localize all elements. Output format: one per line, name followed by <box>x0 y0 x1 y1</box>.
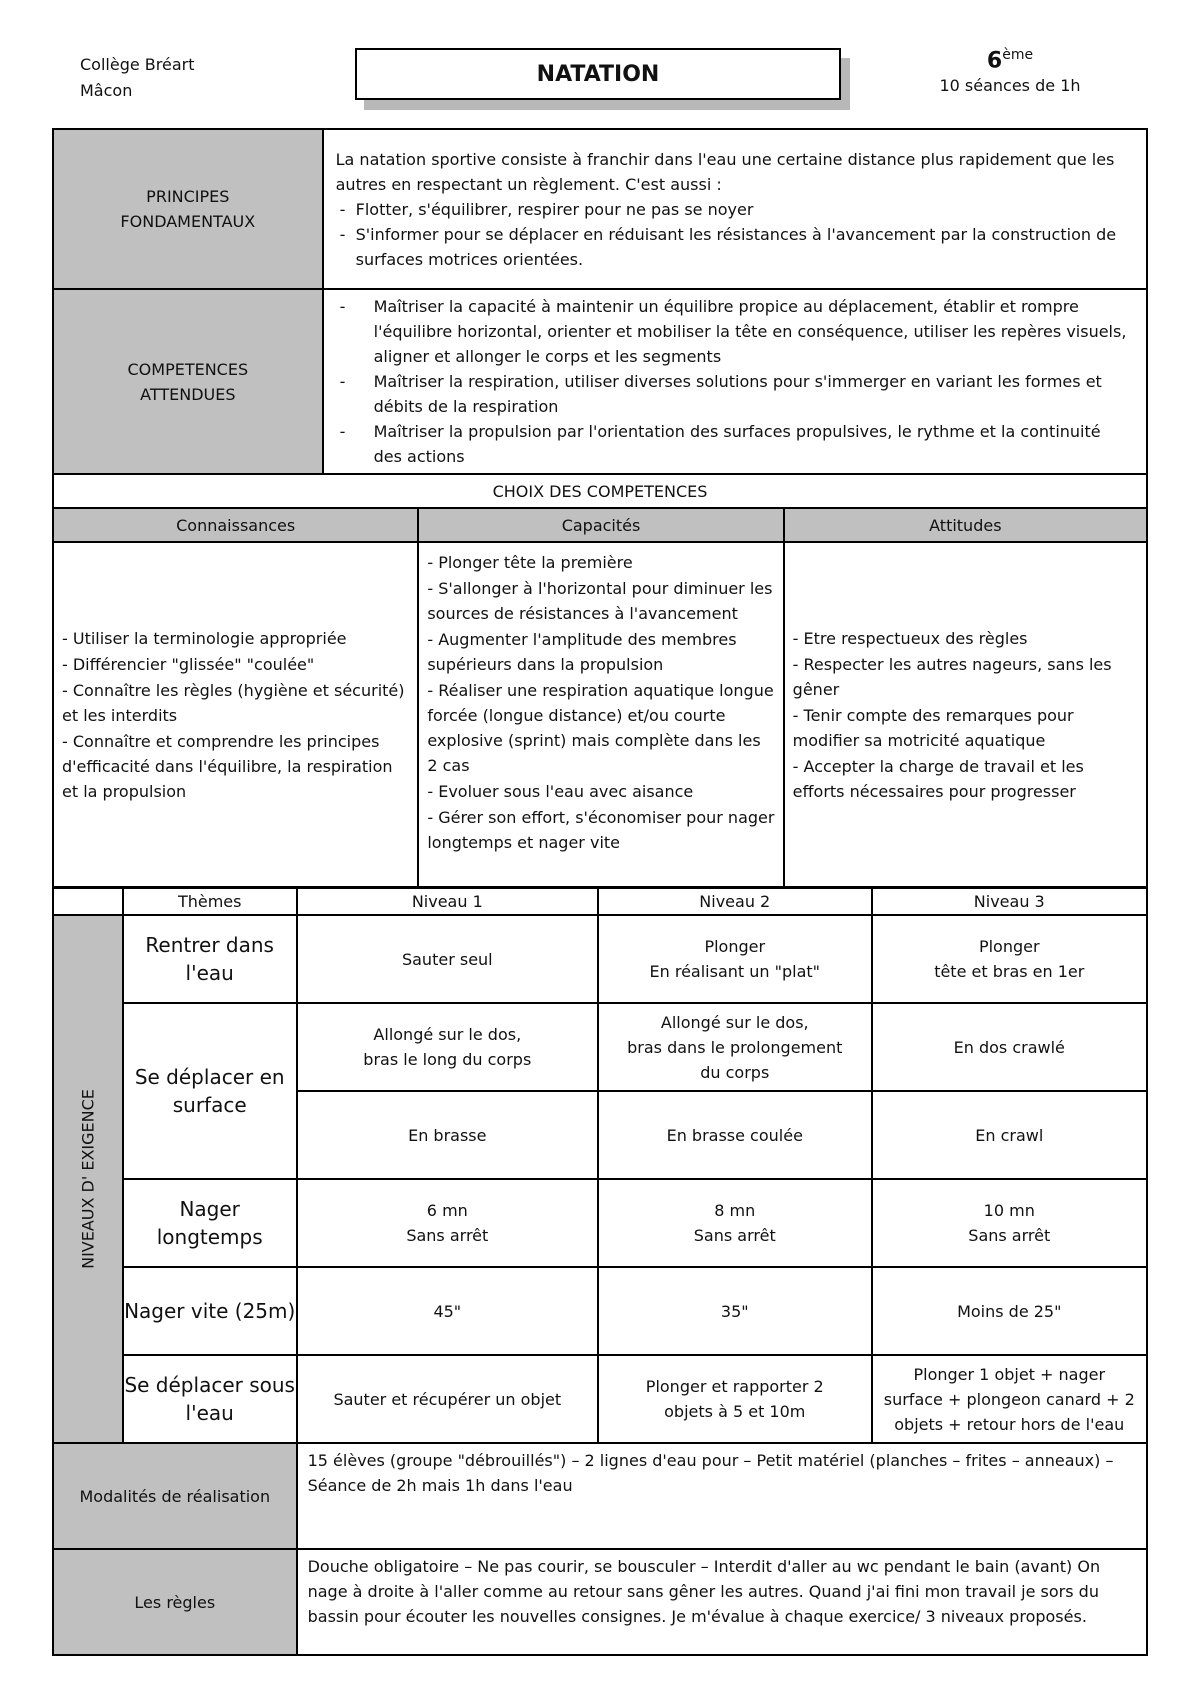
theme-cell: Se déplacer sous l'eau <box>123 1355 297 1443</box>
list-item: - Augmenter l'amplitude des membres supérieurs dans la propulsion <box>427 630 737 674</box>
competences-row <box>53 289 1147 474</box>
level-2-cell: Plonger En réalisant un "plat" <box>598 915 872 1003</box>
level-2-cell: Allongé sur le dos, bras dans le prolongement du corps <box>598 1003 872 1091</box>
list-item: - S'informer pour se déplacer en réduisant les résistances à l'avancement par la construction de surfaces motrices orientées. <box>336 222 1134 272</box>
level-1-cell: Sauter seul <box>297 915 598 1003</box>
level-row <box>53 915 1147 1003</box>
list-item: - Tenir compte des remarques pour modifier sa motricité aquatique <box>792 706 1074 750</box>
school-name: Collège Bréart <box>80 55 195 74</box>
level-row <box>53 1267 1147 1355</box>
principles-intro: La natation sportive consiste à franchir dans l'eau une certaine distance plus rapidement que les autres en respectant un règlement. C'est aussi : <box>335 149 1115 194</box>
school-city: Mâcon <box>80 81 133 100</box>
level-2-cell: Plonger et rapporter 2 objets à 5 et 10m <box>598 1355 872 1443</box>
level-row <box>53 1179 1147 1267</box>
theme-cell: Nager longtemps <box>123 1179 297 1267</box>
modalites-label: Modalités de réalisation <box>53 1443 297 1549</box>
capacites-list <box>418 542 783 888</box>
empty-corner <box>53 887 123 915</box>
list-item: - Maîtriser la propulsion par l'orientation des surfaces propulsives, le rythme et la continuité des actions <box>336 419 1134 469</box>
modalites-text: 15 élèves (groupe "débrouillés") – 2 lignes d'eau pour – Petit matériel (planches – frites – anneaux) – Séance de 2h mais 1h dans l'eau <box>297 1443 1147 1549</box>
principles-list <box>336 197 1134 272</box>
theme-cell: Nager vite (25m) <box>123 1267 297 1355</box>
level-2-cell: 35" <box>598 1267 872 1355</box>
list-item: - Etre respectueux des règles <box>792 629 1028 648</box>
connaissances-list <box>53 542 418 888</box>
level-1-cell: 45" <box>297 1267 598 1355</box>
col-connaissances: Connaissances <box>53 508 418 542</box>
col-niveau-3: Niveau 3 <box>872 887 1147 915</box>
level-2-cell: En brasse coulée <box>598 1091 872 1179</box>
level-3-cell: En dos crawlé <box>872 1003 1147 1091</box>
theme-cell: Se déplacer en surface <box>123 1003 297 1179</box>
col-capacites: Capacités <box>418 508 783 542</box>
list-item: - Respecter les autres nageurs, sans les gêner <box>792 655 1112 699</box>
list-item: - Gérer son effort, s'économiser pour nager longtemps et nager vite <box>427 808 775 852</box>
list-item: - Connaître et comprendre les principes d'efficacité dans l'équilibre, la respiration et la propulsion <box>62 732 393 801</box>
level-1-cell: 6 mn Sans arrêt <box>297 1179 598 1267</box>
regles-text: Douche obligatoire – Ne pas courir, se bousculer – Interdit d'aller au wc pendant le bain (avant) On nage à droite à l'aller comme au retour sans gêner les autres. Quand j'ai fini mon travail je sors du bassin pour écouter les nouvelles consignes. Je m'évalue à chaque exercice/ 3 niveaux proposés. <box>297 1549 1147 1655</box>
list-item: - Flotter, s'équilibrer, respirer pour ne pas se noyer <box>336 197 1134 222</box>
level-row <box>53 1355 1147 1443</box>
competences-list <box>336 294 1134 469</box>
list-item: - Connaître les règles (hygiène et sécurité) et les interdits <box>62 681 405 725</box>
choix-title: CHOIX DES COMPETENCES <box>53 474 1147 508</box>
level-2-cell: 8 mn Sans arrêt <box>598 1179 872 1267</box>
list-item: - Maîtriser la capacité à maintenir un équilibre propice au déplacement, établir et rompre l'équilibre horizontal, orienter et mobiliser la tête en conséquence, utiliser les repères visuels, aligner et allonger le corps et les segments <box>336 294 1134 369</box>
col-themes: Thèmes <box>123 887 297 915</box>
competences-label-l2: ATTENDUES <box>140 384 236 404</box>
col-niveau-1: Niveau 1 <box>297 887 598 915</box>
class-level: 6ème <box>986 47 1034 74</box>
level-3-cell: Moins de 25" <box>872 1267 1147 1355</box>
regles-label: Les règles <box>53 1549 297 1655</box>
class-info <box>910 40 1110 95</box>
modalites-row <box>53 1443 1147 1549</box>
regles-row <box>53 1549 1147 1655</box>
level-3-cell: Plonger tête et bras en 1er <box>872 915 1147 1003</box>
level-1-cell: Sauter et récupérer un objet <box>297 1355 598 1443</box>
levels-table <box>52 886 1148 1656</box>
levels-header-row <box>53 887 1147 915</box>
level-3-cell: 10 mn Sans arrêt <box>872 1179 1147 1267</box>
list-item: - Plonger tête la première <box>427 553 633 572</box>
attitudes-list <box>784 542 1147 888</box>
main-table <box>52 128 1148 889</box>
competences-content <box>323 289 1147 474</box>
level-3-cell: En crawl <box>872 1091 1147 1179</box>
list-item: - Evoluer sous l'eau avec aisance <box>427 782 694 801</box>
list-item: - S'allonger à l'horizontal pour diminuer les sources de résistances à l'avancement <box>427 579 773 623</box>
list-item: - Maîtriser la respiration, utiliser diverses solutions pour s'immerger en variant les formes et débits de la respiration <box>336 369 1134 419</box>
col-niveau-2: Niveau 2 <box>598 887 872 915</box>
school-info <box>80 52 194 104</box>
sessions-count: 10 séances de 1h <box>939 76 1081 96</box>
principles-label-l1: PRINCIPES <box>146 187 230 206</box>
level-1-cell: En brasse <box>297 1091 598 1179</box>
principles-label-l2: FONDAMENTAUX <box>120 212 256 231</box>
list-item: - Utiliser la terminologie appropriée <box>62 629 347 648</box>
level-3-cell: Plonger 1 objet + nager surface + plongeon canard + 2 objets + retour hors de l'eau <box>872 1355 1147 1443</box>
list-item: - Réaliser une respiration aquatique longue forcée (longue distance) et/ou courte explosive (sprint) mais complète dans les 2 cas <box>427 681 774 775</box>
level-1-cell: Allongé sur le dos, bras le long du corps <box>297 1003 598 1091</box>
col-attitudes: Attitudes <box>784 508 1147 542</box>
competences-label-l1: COMPETENCES <box>127 359 249 379</box>
principles-label <box>53 129 323 289</box>
level-row <box>53 1003 1147 1091</box>
competences-label <box>53 289 323 474</box>
principles-content <box>323 129 1147 289</box>
principles-row <box>53 129 1147 289</box>
niveaux-vertical-label: NIVEAUX D' EXIGENCE <box>53 915 123 1443</box>
list-item: - Différencier "glissée" "coulée" <box>62 655 315 674</box>
theme-cell: Rentrer dans l'eau <box>123 915 297 1003</box>
page-title: NATATION <box>355 48 841 100</box>
list-item: - Accepter la charge de travail et les efforts nécessaires pour progresser <box>792 757 1084 801</box>
